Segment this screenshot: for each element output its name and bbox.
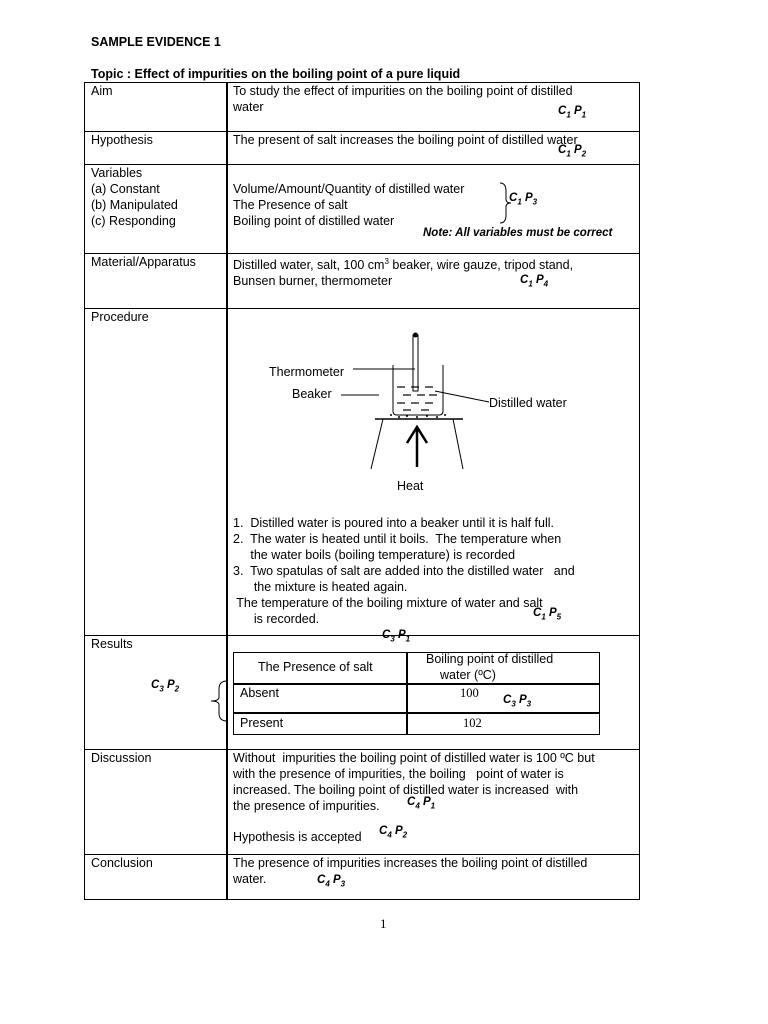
topic-line: Topic : Effect of impurities on the boiling point of a pure liquid (91, 67, 461, 81)
results-header-bp: Boiling point of distilled water (ºC) (426, 652, 554, 682)
results-row-divider (234, 712, 599, 714)
material-code: $C_1$ $P_4$ (520, 274, 549, 289)
results-row-absent-salt: Absent (240, 686, 279, 700)
evidence-table (84, 82, 640, 900)
variables-label: Variables (91, 166, 143, 180)
hypothesis-label: Hypothesis (91, 133, 153, 147)
thermometer-label: Thermometer (269, 365, 345, 379)
results-row-divider (234, 683, 599, 685)
variables-labels (91, 165, 178, 229)
results-label: Results (91, 637, 133, 651)
results-row-present-bp: 102 (463, 716, 482, 730)
hypothesis-text: The present of salt increases the boiling point of distilled water (233, 133, 578, 147)
aim-code: $C_1$ $P_1$ (558, 105, 587, 120)
results-row-absent-bp: 100 (460, 686, 479, 700)
discussion-line: with the presence of impurities, the boiling point of water is (233, 767, 564, 781)
material-label: Material/Apparatus (91, 255, 196, 269)
aim-text (233, 83, 573, 115)
results-side-code: $C_3$ $P_2$ (151, 679, 180, 694)
material-line: Distilled water, salt, 100 $cm^3$ beaker, wire gauze, tripod stand, (233, 257, 574, 273)
conclusion-line: The presence of impurities increases the boiling point of distilled (233, 856, 588, 870)
results-value-code: $C_3$ $P_3$ (503, 694, 532, 709)
discussion-line: Without impurities the boiling point of distilled water is 100 ºC but (233, 751, 595, 765)
procedure-step: 2. The water is heated until it boils. The temperature when (233, 532, 562, 546)
hypothesis-accepted: Hypothesis is accepted (233, 830, 362, 844)
discussion-line: the presence of impurities. (233, 799, 380, 813)
discussion-code-1: $C_4$ $P_1$ (407, 796, 436, 811)
results-brace-icon (207, 679, 233, 723)
hypothesis-code: $C_1$ $P_2$ (558, 144, 587, 159)
results-table (233, 652, 600, 735)
variables-code: $C_1$ $P_3$ (509, 192, 538, 207)
discussion-line: increased. The boiling point of distilled water is increased with (233, 783, 579, 797)
material-line: Bunsen burner, thermometer (233, 274, 393, 289)
column-divider (226, 83, 228, 899)
variable-manipulated-value: The Presence of salt (233, 198, 348, 212)
beaker-label: Beaker (292, 387, 332, 401)
results-col-divider (406, 653, 408, 734)
conclusion-line: water. (233, 872, 267, 886)
variable-responding-label: (c) Responding (91, 214, 176, 228)
procedure-step: the water boils (boiling temperature) is recorded (233, 548, 516, 562)
procedure-code: $C_1$ $P_5$ (533, 607, 562, 622)
procedure-steps (233, 515, 575, 627)
procedure-step: The temperature of the boiling mixture of water and salt (233, 596, 543, 610)
variables-note: Note: All variables must be correct (423, 227, 613, 239)
page-number: 1 (380, 916, 387, 931)
procedure-step: 3. Two spatulas of salt are added into the distilled water and (233, 564, 575, 578)
variable-constant-value: Volume/Amount/Quantity of distilled water (233, 182, 465, 196)
conclusion-text (233, 855, 587, 887)
aim-label: Aim (91, 84, 113, 98)
results-header-salt: The Presence of salt (258, 660, 373, 674)
variable-responding-value: Boiling point of distilled water (233, 214, 395, 228)
conclusion-label: Conclusion (91, 856, 153, 870)
distilled-water-label: Distilled water (489, 396, 567, 410)
results-top-code: $C_3$ $P_1$ (382, 629, 411, 644)
row-divider (85, 308, 639, 309)
procedure-step: 1. Distilled water is poured into a beaker until it is half full. (233, 516, 554, 530)
aim-line: To study the effect of impurities on the boiling point of distilled (233, 84, 573, 98)
variable-manipulated-label: (b) Manipulated (91, 198, 178, 212)
results-row-present-salt: Present (240, 716, 284, 730)
variables-values (233, 181, 464, 229)
conclusion-code: $C_4$ $P_3$ (317, 874, 346, 889)
discussion-code-2: $C_4$ $P_2$ (379, 825, 408, 840)
procedure-label: Procedure (91, 310, 149, 324)
document-title: SAMPLE EVIDENCE 1 (91, 35, 221, 49)
discussion-label: Discussion (91, 751, 152, 765)
heat-label: Heat (397, 479, 424, 493)
aim-line: water (233, 100, 264, 114)
procedure-step: is recorded. (233, 612, 320, 626)
row-divider (85, 635, 639, 636)
variable-constant-label: (a) Constant (91, 182, 160, 196)
procedure-step: the mixture is heated again. (233, 580, 408, 594)
